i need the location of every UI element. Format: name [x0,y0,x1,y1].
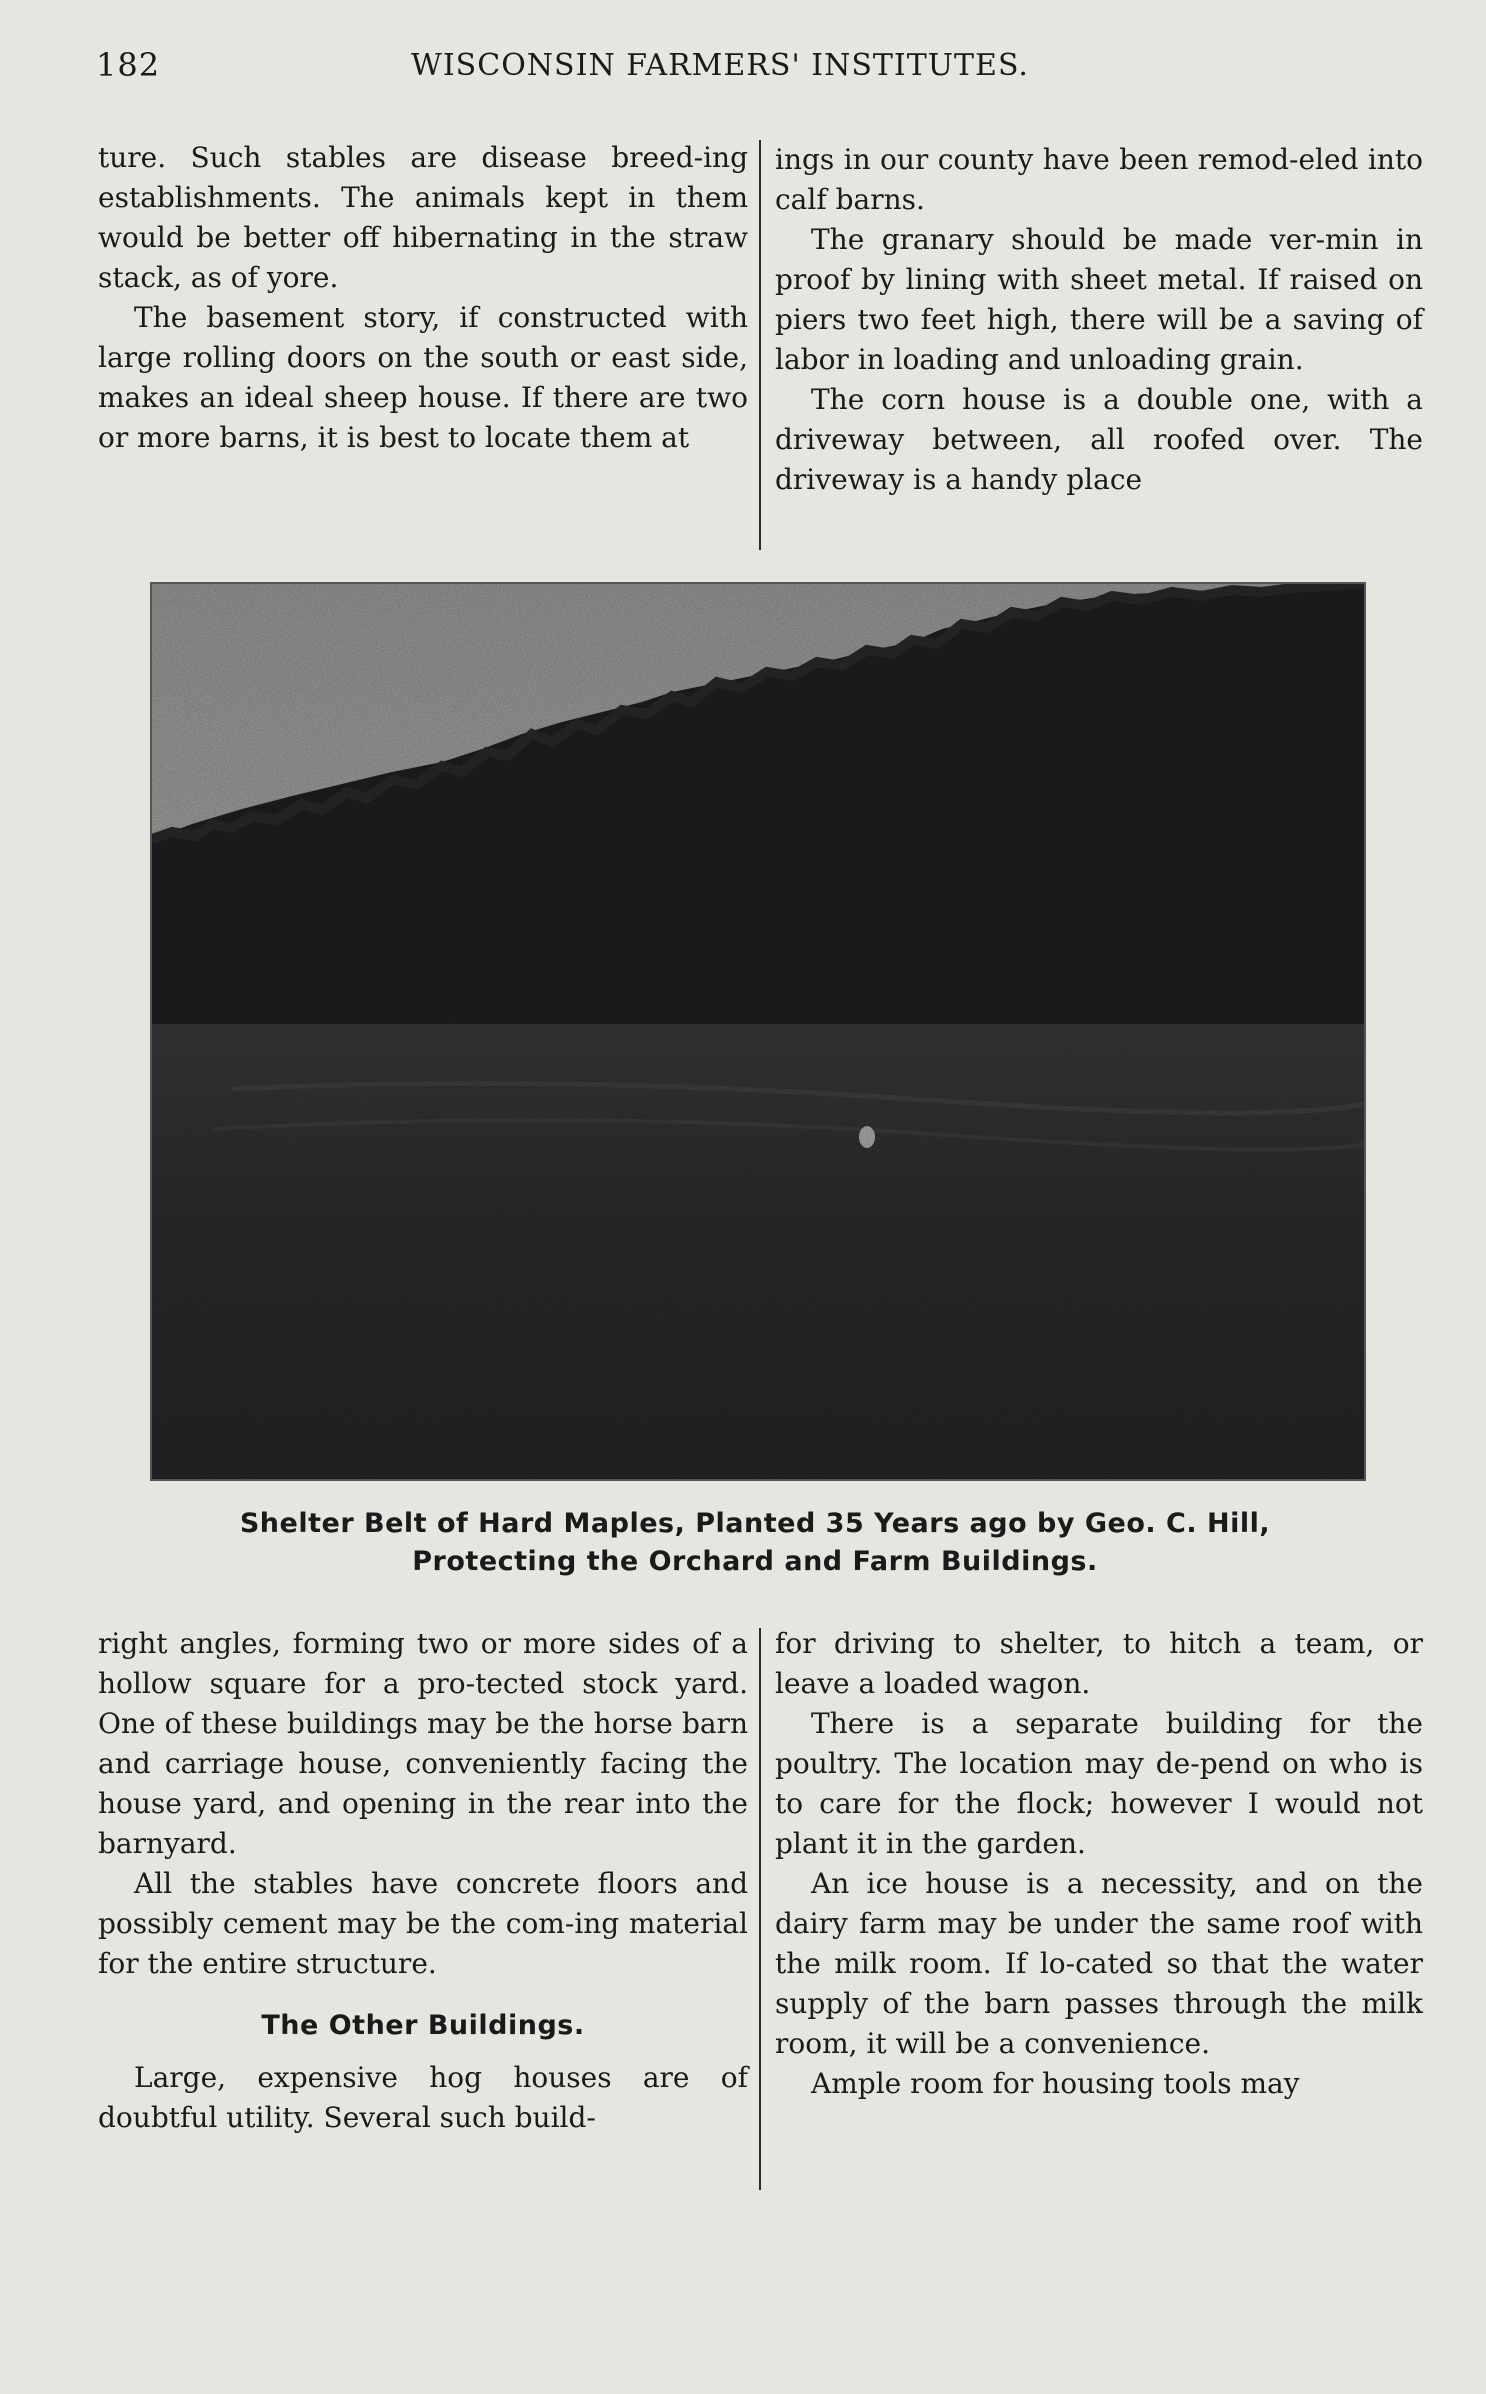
section-heading: The Other Buildings. [261,2010,585,2041]
top-right-column [775,140,1423,500]
figure-caption [100,1505,1410,1581]
paragraph: right angles, forming two or more sides of a hollow square for a pro-tected stock yard. One of these buildings may be the horse barn and carriage house, conveniently facing the house yard, and opening in the rear into the barnyard. [98,1627,748,1860]
paragraph: The corn house is a double one, with a driveway between, all roofed over. The driveway is a handy place [775,383,1423,496]
column-divider [759,140,761,550]
paragraph: The basement story, if constructed with large rolling doors on the south or east side, makes an ideal sheep house. If there are two or more barns, it is best to locate them at [98,301,748,454]
top-left-column [98,138,748,458]
paragraph: ture. Such stables are disease breed-ing establishments. The animals kept in them would be better off hibernating in the straw stack, as of yore. [98,141,748,294]
paragraph: The granary should be made ver-min in proof by lining with sheet metal. If raised on piers two feet high, there will be a saving of labor in loading and unloading grain. [775,223,1423,376]
halftone-photo [150,582,1366,1481]
column-divider [759,1628,761,2190]
paragraph: There is a separate building for the poultry. The location may de-pend on who is to care for the flock; however I would not plant it in the garden. [775,1707,1423,1860]
caption-line: Protecting the Orchard and Farm Buildings. [412,1546,1098,1577]
bottom-right-column [775,1624,1423,2104]
page-number: 182 [96,46,161,84]
running-title: WISCONSIN FARMERS' INSTITUTES. [411,48,1029,83]
page-header [96,46,1406,96]
paragraph: An ice house is a necessity, and on the dairy farm may be under the same roof with the milk room. If lo-cated so that the water supply of the barn passes through the milk room, it will be a convenience. [775,1867,1423,2060]
caption-line: Shelter Belt of Hard Maples, Planted 35 Years ago by Geo. C. Hill, [239,1508,1271,1539]
paragraph: for driving to shelter, to hitch a team, or leave a loaded wagon. [775,1627,1423,1700]
shelter-belt-photo [152,584,1364,1479]
bottom-left-column [98,1624,748,2138]
paragraph: ings in our county have been remod-eled into calf barns. [775,143,1423,216]
paragraph: Ample room for housing tools may [811,2067,1300,2100]
paragraph: All the stables have concrete floors and possibly cement may be the com-ing material for the entire structure. [98,1867,748,1980]
paragraph: Large, expensive hog houses are of doubtful utility. Several such build- [98,2061,748,2134]
